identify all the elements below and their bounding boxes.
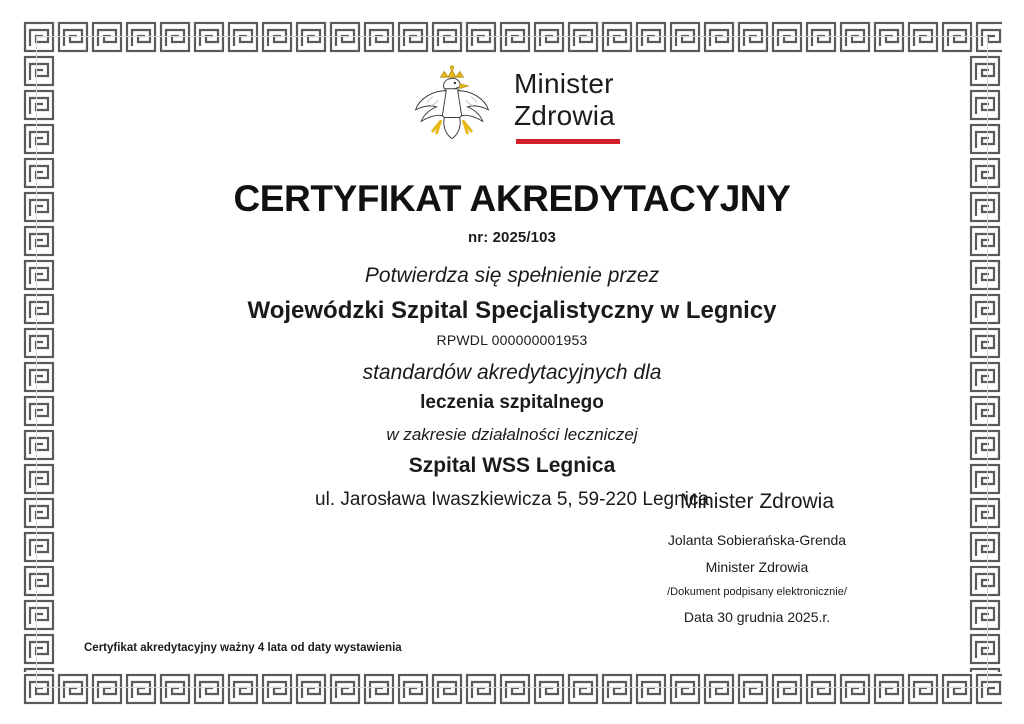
activity-label: w zakresie działalności leczniczej xyxy=(386,425,638,444)
signature-block xyxy=(592,490,922,625)
certificate-number: nr: 2025/103 xyxy=(468,229,556,246)
rpwdl-number: RPWDL 000000001953 xyxy=(436,332,588,348)
facility-address: ul. Jarosława Iwaszkiewicza 5, 59-220 Legnica xyxy=(315,489,709,510)
validity-footnote: Certyfikat akredytacyjny ważny 4 lata od daty wystawienia xyxy=(84,642,402,654)
ministry-logo xyxy=(60,58,964,154)
certificate-content xyxy=(60,48,964,666)
polish-eagle-emblem-icon xyxy=(404,58,500,154)
red-accent-rule xyxy=(516,139,620,144)
entity-name: Wojewódzki Szpital Specjalistyczny w Legnicy xyxy=(247,297,777,324)
facility-name: Szpital WSS Legnica xyxy=(408,454,616,477)
signature-office: Minister Zdrowia xyxy=(679,490,835,513)
signature-date: Data 30 grudnia 2025.r. xyxy=(683,609,831,625)
ministry-line-1: Minister xyxy=(514,68,614,100)
standards-for-text: standardów akredytacyjnych dla xyxy=(362,361,662,384)
ministry-line-2: Zdrowia xyxy=(514,99,615,131)
intro-text: Potwierdza się spełnienie przez xyxy=(364,264,660,287)
electronic-signature-note: /Dokument podpisany elektronicznie/ xyxy=(667,586,847,598)
ministry-wordmark xyxy=(514,68,620,144)
page-title: CERTYFIKAT AKREDYTACYJNY xyxy=(233,178,791,219)
scope-type: leczenia szpitalnego xyxy=(420,392,604,413)
signature-name: Jolanta Sobierańska-Grenda xyxy=(667,532,847,548)
signature-role: Minister Zdrowia xyxy=(705,559,809,575)
